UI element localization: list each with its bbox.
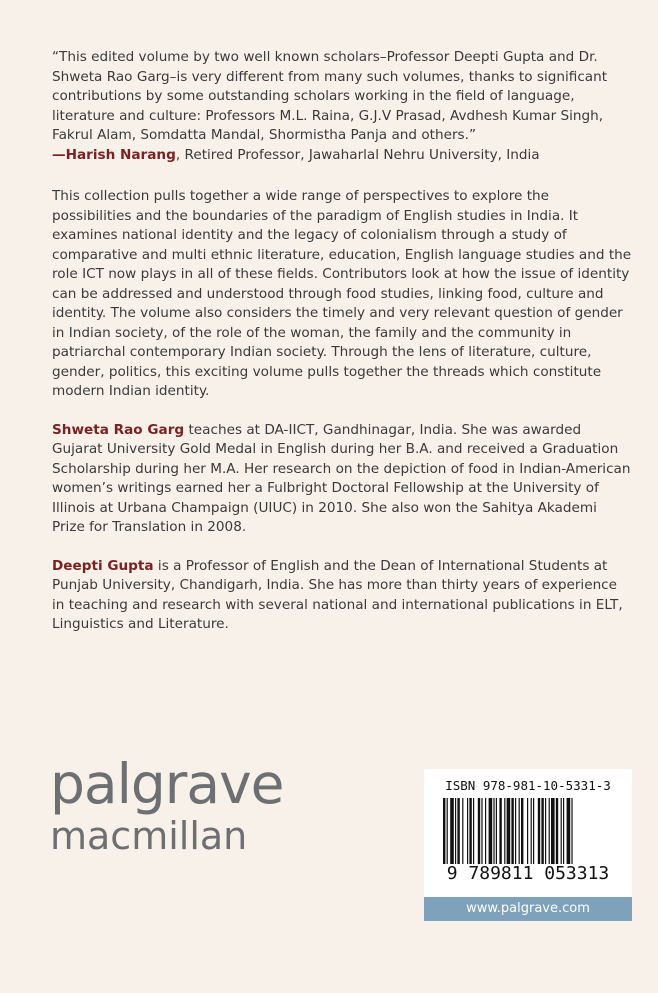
barcode-bar <box>533 798 534 864</box>
barcode-bar <box>478 798 480 864</box>
barcode-bar <box>447 798 448 864</box>
barcode-bar <box>455 798 456 864</box>
editor-bio-gupta <box>52 557 632 635</box>
barcode-bar <box>545 798 546 864</box>
barcode-bar <box>499 798 501 864</box>
barcode-bar <box>561 798 562 864</box>
endorsement-quote <box>52 48 632 165</box>
barcode-bar <box>571 798 572 864</box>
barcode-bar <box>493 798 494 864</box>
barcode-bar <box>511 798 513 864</box>
barcode-bar <box>496 798 497 864</box>
publisher-logo-line1: palgrave <box>50 752 284 816</box>
publisher-logo <box>50 754 284 858</box>
barcode-bar <box>556 798 558 864</box>
barcode-bar <box>485 798 486 864</box>
barcode-bar <box>473 798 474 864</box>
barcode-bar <box>527 798 528 864</box>
publisher-url[interactable]: www.palgrave.com <box>424 897 632 921</box>
barcode-digits: 9 789811 053313 <box>446 863 610 884</box>
barcode-bar <box>519 798 520 864</box>
attribution-details: , Retired Professor, Jawaharlal Nehru University, India <box>175 146 540 163</box>
barcode-bar <box>462 798 463 864</box>
editor-bio-garg-text: teaches at DA-IICT, Gandhinagar, India. She was awarded Gujarat University Gold Medal in English during her B.A. and received a Graduation Scholarship during her M.A. Her research on the depiction of food in Indian-American women’s writings earned her a Fulbright Doctoral Fellowship at the University of Illinois at Urbana Champaign (UIUC) in 2010. She also won the Sahitya Akademi Prize for Translation in 2008. <box>52 421 631 535</box>
isbn-barcode <box>424 769 632 897</box>
editor-name-garg: Shweta Rao Garg <box>52 421 185 438</box>
barcode-bar <box>563 798 564 864</box>
back-cover-text <box>52 48 632 654</box>
barcode-bar <box>504 798 505 864</box>
barcode-bar <box>521 798 523 864</box>
editor-name-gupta: Deepti Gupta <box>52 557 154 574</box>
barcode-bar <box>551 798 555 864</box>
isbn-label: ISBN 978-981-10-5331-3 <box>445 778 611 793</box>
barcode-bar <box>567 798 571 864</box>
barcode-bar <box>467 798 468 864</box>
quote-text: “This edited volume by two well known scholars–Professor Deepti Gupta and Dr. Shweta Rao Garg–is very different from many such volumes, thanks to significant contributions by some outstanding scholars working in the field of language, literature and culture: Professors M.L. Raina, G.J.V Prasad, Avdhesh Kumar Singh, Fakrul Alam, Somdatta Mandal, Shormistha Panja and others.” <box>52 49 608 143</box>
barcode-bar <box>489 798 493 864</box>
attribution-name: —Harish Narang <box>52 146 176 163</box>
barcode-bar <box>450 798 454 864</box>
barcode-bar <box>541 798 543 864</box>
editor-bio-gupta-text: is a Professor of English and the Dean of International Students at Punjab University, Chandigarh, India. She has more than thirty years of experience in teaching and research with several national and international publications in ELT, Linguistics and Literature. <box>52 557 623 632</box>
book-description: This collection pulls together a wide range of perspectives to explore the possibilities and the boundaries of the paradigm of English studies in India. It examines national identity and the legacy of colonialism through a study of comparative and multi ethnic literature, education, English language studies and the role ICT now plays in all of these fields. Contributors look at how the issue of identity can be addressed and understood through food studies, linking food, culture and identity. The volume also considers the timely and very relevant question of gender in Indian society, of the role of the woman, the family and the community in patriarchal contemporary Indian society. Through the lens of literature, culture, gender, politics, this exciting volume pulls together the threads which constitute modern Indian identity. <box>52 188 632 399</box>
barcode-bars <box>443 798 613 864</box>
barcode-bar <box>515 798 516 864</box>
barcode-bar <box>481 798 482 864</box>
barcode-bar <box>469 798 471 864</box>
quote-attribution <box>52 146 632 166</box>
barcode-bar <box>457 798 459 864</box>
editor-bio-garg <box>52 421 632 538</box>
barcode-bar <box>531 798 532 864</box>
barcode-bar <box>443 798 445 864</box>
barcode-bar <box>507 798 511 864</box>
publisher-logo-line2: macmillan <box>50 814 248 858</box>
barcode-bar <box>549 798 550 864</box>
barcode-bar <box>538 798 540 864</box>
